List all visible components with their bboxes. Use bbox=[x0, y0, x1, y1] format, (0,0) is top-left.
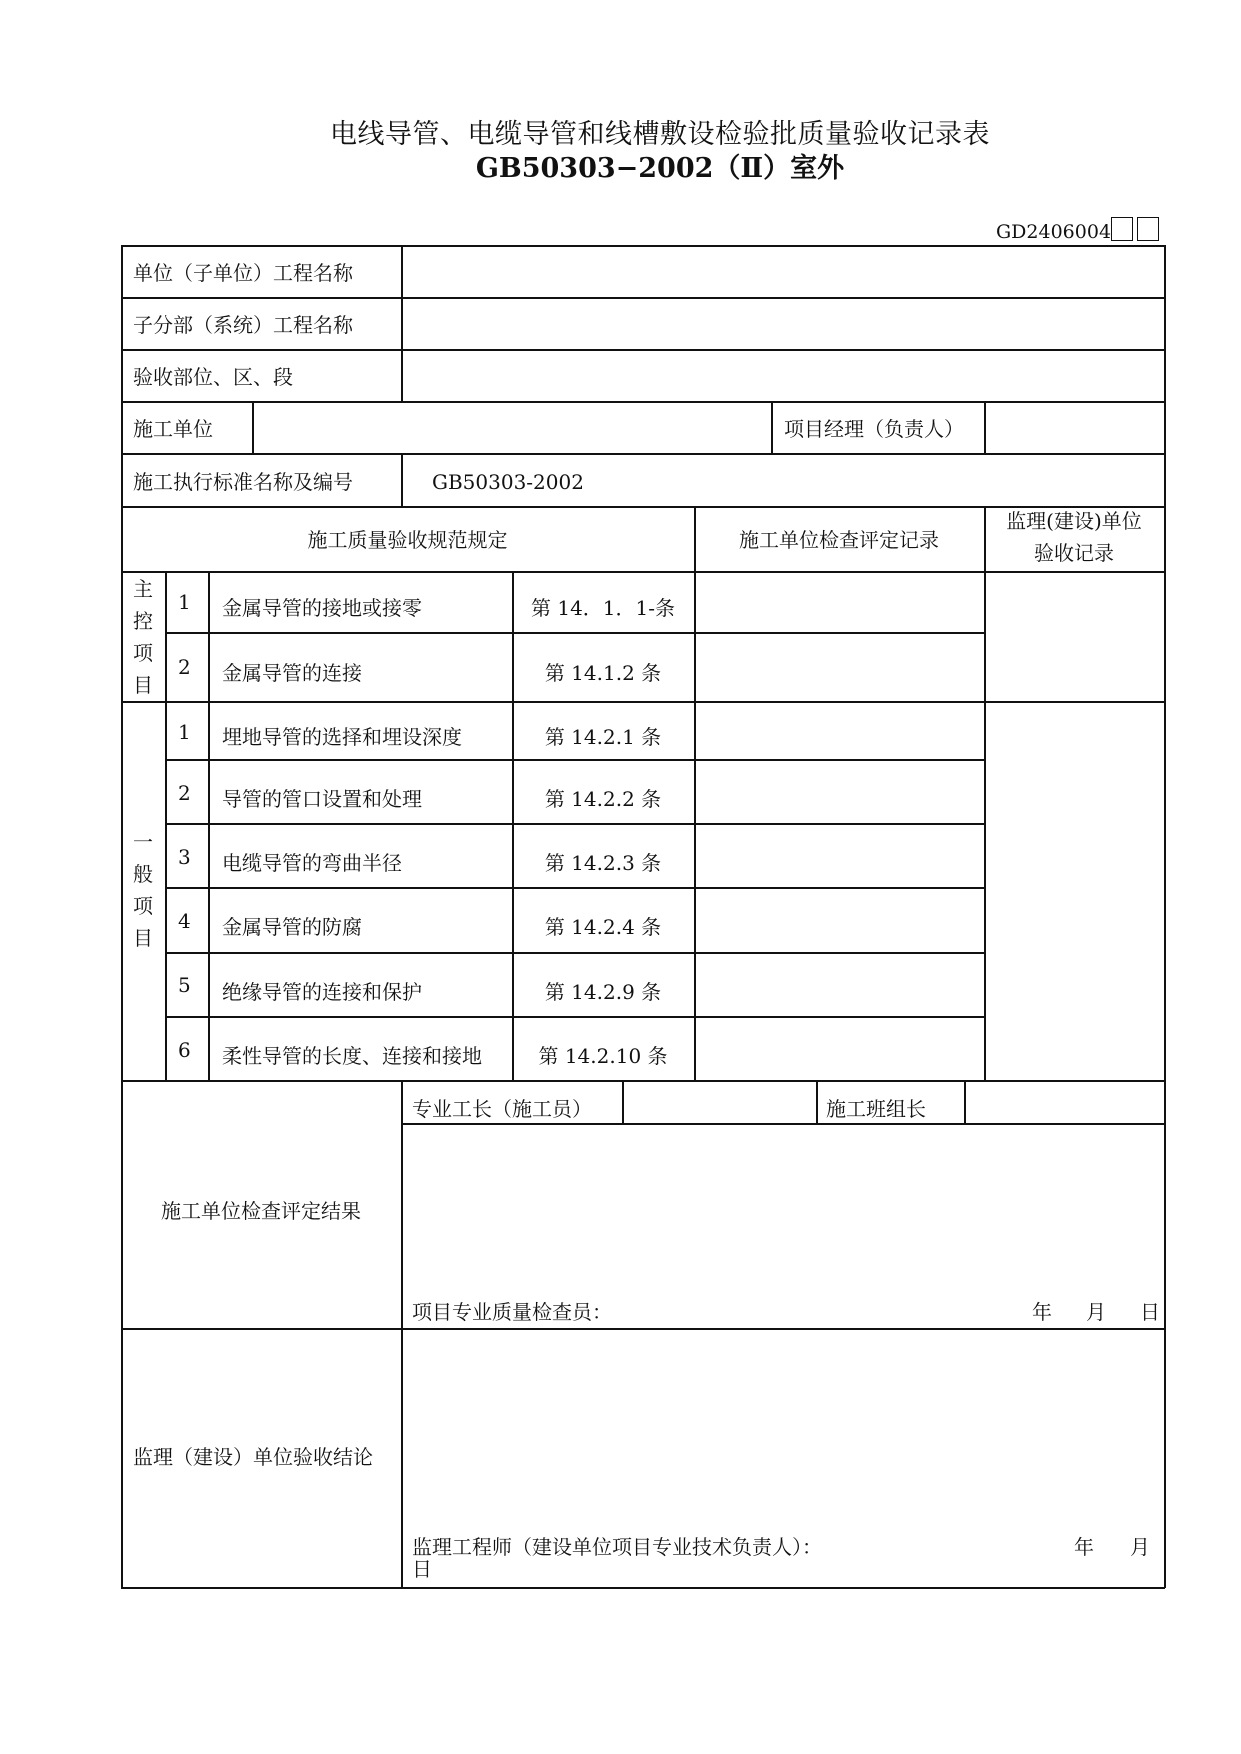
contractor-label: 施工单位 bbox=[133, 417, 213, 441]
general-label-char: 般 bbox=[133, 862, 153, 886]
item-clause: 第 14.1.2 条 bbox=[544, 661, 662, 685]
item-name: 电缆导管的弯曲半径 bbox=[222, 851, 402, 875]
general-label-char: 目 bbox=[133, 926, 153, 950]
location-label: 验收部位、区、段 bbox=[133, 365, 293, 389]
item-clause: 第 14.2.3 条 bbox=[544, 851, 662, 875]
item-name: 柔性导管的长度、连接和接地 bbox=[222, 1044, 482, 1068]
standard-label: 施工执行标准名称及编号 bbox=[133, 470, 353, 494]
unit-project-label: 单位（子单位）工程名称 bbox=[133, 261, 353, 285]
form-code: GD2406004 bbox=[996, 221, 1112, 243]
contractor-record-column-header: 施工单位检查评定记录 bbox=[739, 528, 939, 552]
spec-column-header: 施工质量验收规范规定 bbox=[307, 528, 508, 552]
contractor-year-label: 年 bbox=[1032, 1300, 1052, 1324]
form-code-box-1[interactable] bbox=[1111, 217, 1133, 241]
item-clause: 第 14.2.9 条 bbox=[544, 980, 662, 1004]
foreman-label: 专业工长（施工员） bbox=[412, 1097, 592, 1121]
subdivision-label: 子分部（系统）工程名称 bbox=[133, 313, 353, 337]
main-control-label-char: 主 bbox=[133, 577, 153, 601]
item-number: 2 bbox=[178, 655, 191, 679]
supervising-engineer-label: 监理工程师（建设单位项目专业技术负责人）： bbox=[412, 1535, 822, 1559]
item-clause: 第 14.2.2 条 bbox=[544, 787, 662, 811]
contractor-month-label: 月 bbox=[1086, 1300, 1106, 1324]
supervisor-month-label: 月 bbox=[1130, 1535, 1150, 1559]
main-control-label-char: 项 bbox=[133, 641, 153, 665]
supervisor-year-label: 年 bbox=[1074, 1535, 1094, 1559]
item-number: 4 bbox=[178, 909, 191, 933]
item-name: 埋地导管的选择和埋设深度 bbox=[222, 725, 462, 749]
supervisor-record-column-header: 监理(建设)单位 bbox=[1006, 509, 1142, 533]
main-control-label-char: 控 bbox=[133, 609, 153, 633]
general-label-char: 项 bbox=[133, 894, 153, 918]
supervisor-record-column-header-line2: 验收记录 bbox=[1034, 541, 1114, 565]
standard-field[interactable]: GB50303-2002 bbox=[432, 470, 584, 494]
form-title: 电线导管、电缆导管和线槽敷设检验批质量验收记录表 bbox=[330, 119, 990, 150]
item-number: 2 bbox=[178, 781, 191, 805]
supervisor-day-label: 日 bbox=[412, 1557, 432, 1581]
item-clause: 第 14.2.1 条 bbox=[544, 725, 662, 749]
item-number: 1 bbox=[178, 590, 191, 614]
item-clause: 第 14.2.4 条 bbox=[544, 915, 662, 939]
form-code-box-2[interactable] bbox=[1137, 217, 1159, 241]
contractor-day-label: 日 bbox=[1140, 1300, 1160, 1324]
item-name: 金属导管的防腐 bbox=[222, 915, 362, 939]
supervisor-conclusion-label: 监理（建设）单位验收结论 bbox=[133, 1445, 373, 1469]
item-clause: 第 14．1．1-条 bbox=[530, 596, 675, 620]
item-name: 导管的管口设置和处理 bbox=[222, 787, 422, 811]
form-subtitle: GB50303−2002（Ⅱ）室外 bbox=[475, 153, 845, 184]
team-leader-label: 施工班组长 bbox=[826, 1097, 926, 1121]
general-label-char: 一 bbox=[133, 830, 153, 854]
item-number: 3 bbox=[178, 845, 191, 869]
quality-inspector-label: 项目专业质量检查员： bbox=[412, 1300, 612, 1324]
item-clause: 第 14.2.10 条 bbox=[538, 1044, 668, 1068]
item-name: 金属导管的接地或接零 bbox=[222, 596, 422, 620]
main-control-label-char: 目 bbox=[133, 673, 153, 697]
contractor-result-label: 施工单位检查评定结果 bbox=[161, 1199, 361, 1223]
item-name: 绝缘导管的连接和保护 bbox=[222, 980, 422, 1004]
item-number: 1 bbox=[178, 720, 191, 744]
project-manager-label: 项目经理（负责人） bbox=[784, 417, 964, 441]
item-number: 5 bbox=[178, 973, 191, 997]
item-number: 6 bbox=[178, 1038, 191, 1062]
item-name: 金属导管的连接 bbox=[222, 661, 362, 685]
